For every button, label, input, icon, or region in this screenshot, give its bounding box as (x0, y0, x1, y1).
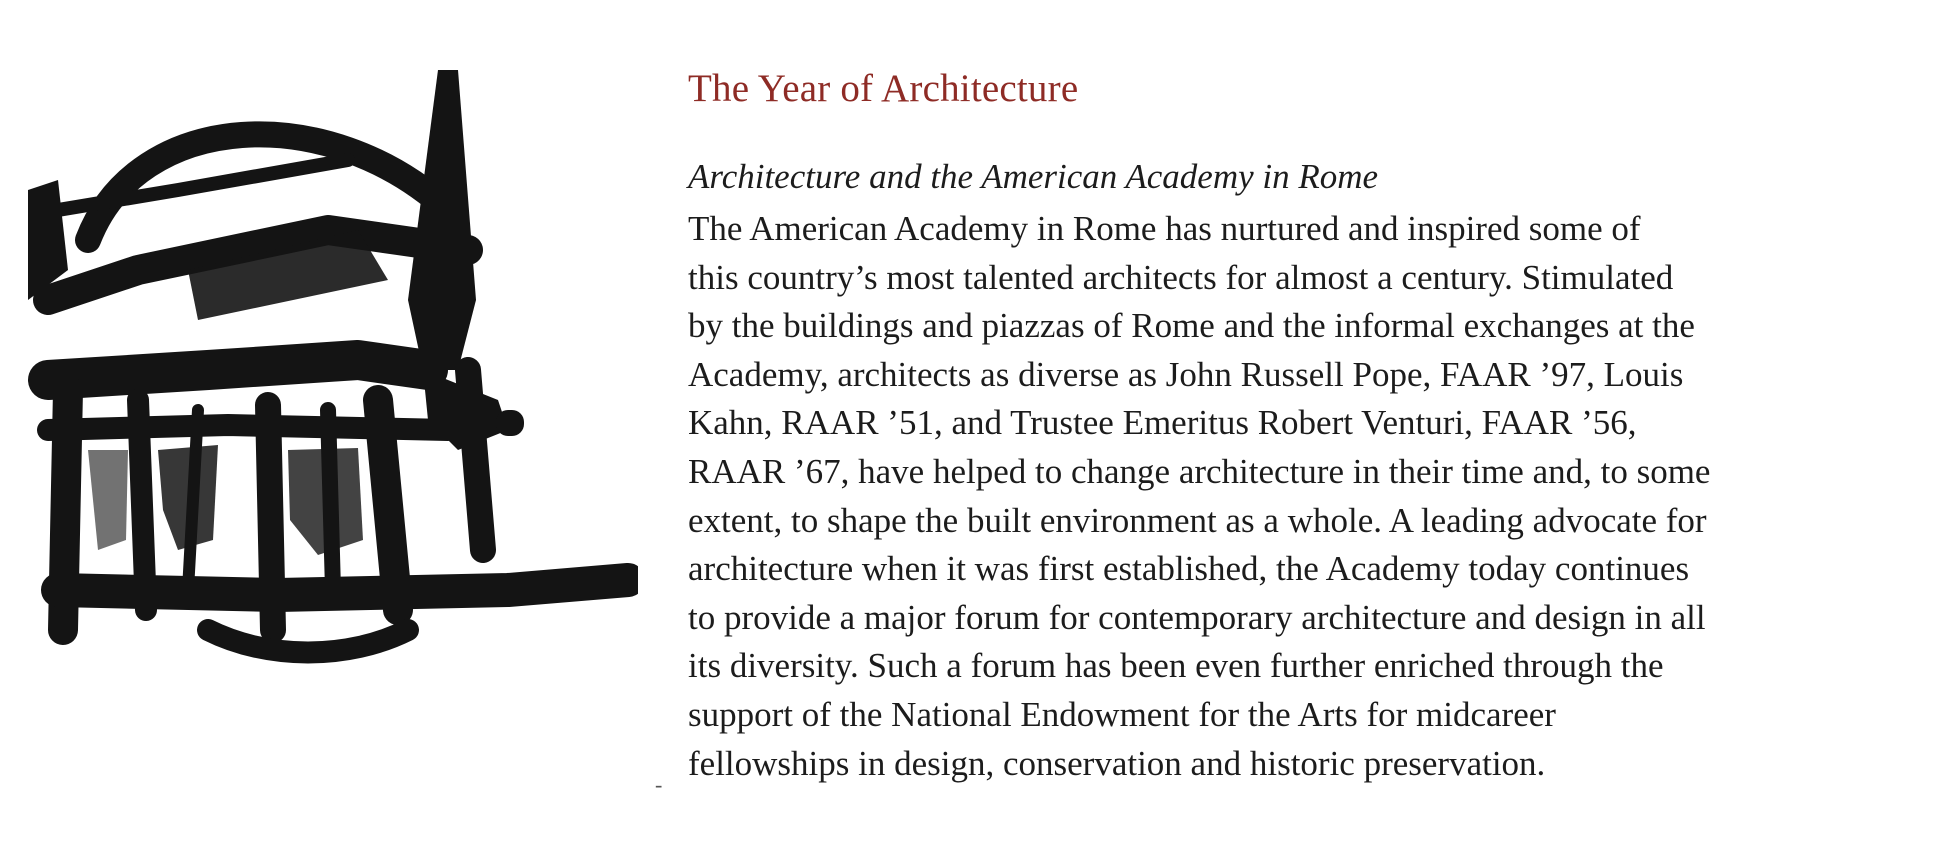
body-line: Academy, architects as diverse as John Russell Pope, FAAR ’97, Louis (688, 354, 1684, 394)
body-line: support of the National Endowment for the Arts for midcareer (688, 694, 1556, 734)
article-column (688, 66, 1943, 788)
article-body (688, 205, 1943, 788)
body-line: fellowships in design, conservation and historic preservation. (688, 743, 1546, 783)
body-line: RAAR ’67, have helped to change architecture in their time and, to some (688, 451, 1711, 491)
article-subtitle: Architecture and the American Academy in Rome (688, 157, 1379, 196)
body-line: to provide a major forum for contemporary architecture and design in all (688, 597, 1706, 637)
body-line: its diversity. Such a forum has been even further enriched through the (688, 646, 1664, 686)
margin-mark: - (655, 772, 663, 797)
body-line: Kahn, RAAR ’51, and Trustee Emeritus Robert Venturi, FAAR ’56, (688, 403, 1637, 443)
body-line: this country’s most talented architects for almost a century. Stimulated (688, 257, 1674, 297)
body-line: by the buildings and piazzas of Rome and the informal exchanges at the (688, 306, 1695, 346)
body-line: architecture when it was first established, the Academy today continues (688, 549, 1690, 589)
pantheon-sketch-illustration (28, 70, 638, 680)
pantheon-sketch-icon (28, 70, 638, 680)
body-line: The American Academy in Rome has nurtured and inspired some of (688, 209, 1641, 248)
article-title: The Year of Architecture (688, 67, 1079, 110)
body-line: extent, to shape the built environment as a whole. A leading advocate for (688, 500, 1707, 540)
